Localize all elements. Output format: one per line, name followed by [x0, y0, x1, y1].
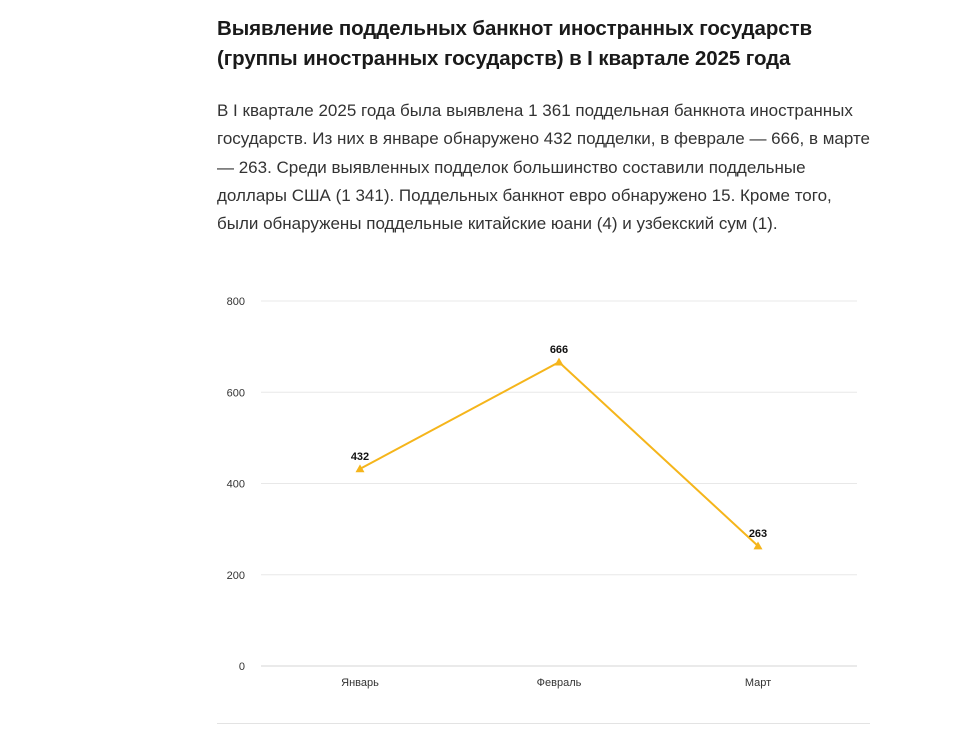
- data-label: 263: [748, 528, 768, 541]
- y-tick-label: 800: [226, 296, 245, 308]
- data-label: 432: [350, 450, 370, 463]
- line-chart: [217, 285, 870, 725]
- x-tick-label: Март: [744, 677, 772, 689]
- y-tick-label: 200: [226, 569, 245, 582]
- x-tick-label: Январь: [341, 677, 379, 689]
- y-tick-label: 600: [226, 387, 245, 400]
- chart-canvas: [217, 285, 870, 705]
- series-line: [360, 362, 758, 546]
- bottom-divider: [217, 723, 870, 724]
- data-point: [555, 358, 564, 366]
- y-tick-label: 0: [238, 661, 245, 673]
- x-tick-label: Февраль: [536, 677, 582, 689]
- article-title: Выявление поддельных банкнот иностранных государств (группы иностранных государств) в I квартале 2025 года: [217, 17, 813, 70]
- article-paragraph: В I квартале 2025 года была выявлена 1 361 поддельная банкнота иностранных государств. Из них в январе обнаружено 432 подделки, в феврале — 666, в марте — 263. Среди выявленных подделок большинство составили поддельные доллары США (1 341). Поддельных банкнот евро обнаружено 15. Кроме того, были обнаружены поддельные китайские юани (4) и узбекский сум (1).: [217, 101, 871, 234]
- article: [217, 14, 877, 238]
- data-label: 666: [549, 344, 569, 357]
- y-tick-label: 400: [226, 478, 245, 491]
